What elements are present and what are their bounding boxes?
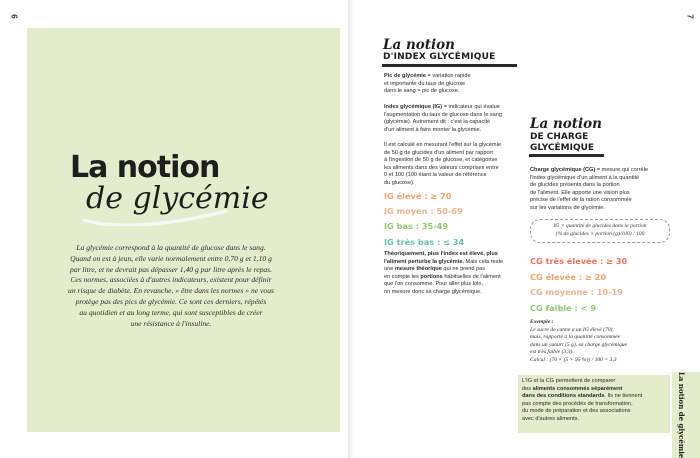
bold-text: aliments consommés séparément (532, 385, 623, 392)
intro-line: une résistance à l'insuline. (130, 318, 212, 328)
para-line (384, 251, 524, 259)
para-line (384, 266, 524, 274)
cg-example (530, 319, 670, 365)
note-line: L'IG et la CG permettent de comparer (522, 378, 616, 384)
para-text: = mesure qui corrèle (595, 167, 648, 173)
para-line: sur les variations de glycémie. (530, 204, 605, 211)
intro-line: un risque de diabète. En revanche, « être dans les normes » ne vous (68, 286, 274, 296)
ig-calculation-paragraph (384, 142, 524, 188)
formula-line2: (% de glucides × portion (g)/100) / 100 (555, 231, 645, 237)
main-title-line2: de glycémie (86, 181, 269, 216)
cg-level-medium: CG moyenne : 10-19 (530, 287, 623, 297)
example-line: mais, rapporté à la quantité consommée (530, 334, 621, 341)
para-line: du glucose). (384, 179, 415, 186)
para-text: en compte les (384, 273, 421, 280)
cg-levels-list (530, 254, 650, 316)
note-text-part: des (522, 385, 533, 392)
para-text: = indicateur qui évalue (442, 104, 500, 110)
left-green-panel (27, 28, 340, 432)
chapter-side-tab-label: La notion de glycémie (677, 372, 686, 458)
para-line (384, 73, 524, 81)
ig-level-very-low: IG très bas : ≤ 34 (384, 236, 465, 247)
cg-level-low: CG faible : < 9 (530, 302, 597, 313)
note-line (522, 386, 668, 394)
para-line (384, 104, 522, 112)
para-line (530, 167, 670, 175)
para-line: l'index glycémique d'un aliment à la quantité (530, 174, 640, 181)
para-text: = variation rapide (425, 73, 471, 79)
example-line: Le sucre de canne a un IG élevé (70), (530, 326, 614, 333)
cg-level-high: CG élevée : ≥ 20 (530, 271, 607, 282)
intro-line: au quotidien et au long terme, qui sont susceptibles de créer (79, 307, 263, 317)
para-line: d'un aliment à faire monter la glycémie. (384, 126, 482, 133)
intro-line: La glycémie correspond à la quantité de glucose dans le sang. (76, 243, 266, 252)
page-number-right: 7 (685, 14, 695, 19)
formula-line1: IG × quantité de glucides dans la portion (553, 223, 647, 229)
para-line: que l'on consomme. Pour aller plus loin, (384, 281, 484, 288)
note-line: pas compte des procédés de transformation, (522, 400, 633, 407)
para-line: à l'ingestion de 50 g de glucose, et catégorise (384, 157, 498, 164)
ig-level-low: IG bas : 35-49 (384, 221, 449, 232)
note-text-part: . Ils ne tiennent (604, 393, 643, 400)
para-line: (glycémie). Autrement dit : c'est la capacité (384, 119, 491, 126)
example-line: Calcul : (70 × (5 × 95 %)) / 100 = 3,3 (530, 356, 617, 363)
para-line: précise de l'effet de la ration consommée (530, 197, 632, 204)
cg-subtitle-line1: DE CHARGE (530, 132, 589, 142)
para-line: de glucides présents dans la portion (530, 182, 620, 189)
para-line: on mesure donc sa charge glycémique. (384, 288, 482, 295)
para-text: une (384, 266, 395, 273)
cg-title-underline (529, 154, 604, 157)
bold-text: Théoriquement, plus l'index est élevé, plus (384, 251, 498, 257)
charge-glycemique-paragraph (530, 167, 670, 213)
note-line: du mode de préparation et des associations (522, 408, 631, 415)
pic-glycemie-paragraph (384, 73, 524, 96)
para-text: Mais cela reste (463, 258, 504, 265)
page-number-left: 6 (9, 14, 19, 19)
index-glycemique-paragraph (384, 104, 522, 134)
bold-text: dans des conditions standards (522, 393, 605, 400)
intro-line: Ces normes, associées à d'autres indicateurs, existent pour définir (70, 275, 272, 285)
intro-line: Quand on est à jeun, elle varie normalement entre 0,70 g et 1,10 g (70, 253, 272, 263)
term-index-glycemique: Index glycémique (IG) (384, 104, 443, 110)
para-line: 0 et 100 (100 étant la valeur de référence (384, 172, 487, 179)
main-title-line1: La notion (70, 150, 220, 185)
example-line: dans un yaourt (5 g), sa charge glycémique (530, 341, 628, 348)
note-line: avec d'autres aliments. (522, 415, 580, 422)
cg-subtitle-line2: GLYCÉMIQUE (530, 142, 595, 153)
para-line: et importante du taux de glucose (384, 80, 466, 87)
para-line: de l'aliment. Elle apporte une vision plus (530, 189, 630, 196)
ig-levels-list (384, 189, 504, 250)
para-line: dans le sang = pic de glucose. (384, 88, 460, 95)
note-text (522, 378, 668, 424)
cg-level-very-high: CG très élevée : ≥ 30 (530, 256, 628, 266)
intro-paragraph (56, 243, 286, 329)
book-gutter (348, 0, 354, 458)
para-line: les aliments dans des valeurs comprises entre (384, 164, 499, 171)
bold-text: portions (420, 273, 443, 280)
ig-level-high: IG élevé : ≥ 70 (384, 191, 452, 201)
ig-title-underline (382, 64, 517, 67)
para-line: l'augmentation du taux de glucose dans le sang (384, 111, 502, 118)
bold-text: l'aliment perturbe la glycémie. (384, 258, 464, 265)
para-line (384, 274, 524, 282)
cg-section-subtitle (530, 132, 620, 153)
note-line (522, 393, 668, 401)
bold-text: mesure théorique (394, 266, 442, 273)
ig-level-medium: IG moyen : 50-69 (384, 206, 463, 217)
para-text: habituelles de l'aliment (442, 273, 501, 280)
intro-line: par litre, et ne devrait pas dépasser 1,40 g par litre après le repas. (69, 264, 273, 274)
cg-formula-box (530, 219, 670, 243)
para-line: de 50 g de glucides d'un aliment par rapport (384, 149, 493, 156)
ig-section-title: La notion (383, 37, 455, 53)
para-line: Il est calculé en mesurant l'effet sur la glycémie (384, 142, 501, 148)
example-heading: Exemple : (530, 319, 554, 325)
term-pic-glycemie: Pic de glycémie (384, 73, 426, 79)
term-charge-glycemique: Charge glycémique (CG) (530, 167, 596, 173)
swoosh-decoration (80, 208, 230, 226)
example-heading-line (530, 319, 670, 327)
para-line (384, 259, 524, 267)
para-text: qui ne prend pas (441, 266, 486, 273)
ig-theory-paragraph (384, 251, 524, 297)
ig-section-subtitle: D'INDEX GLYCÉMIQUE (383, 52, 496, 62)
example-line: est très faible (3,3). (530, 349, 574, 356)
cg-section-title: La notion (530, 116, 602, 132)
intro-line: protège pas des pics de glycémie. Ce sont ces derniers, répétés (75, 296, 267, 306)
